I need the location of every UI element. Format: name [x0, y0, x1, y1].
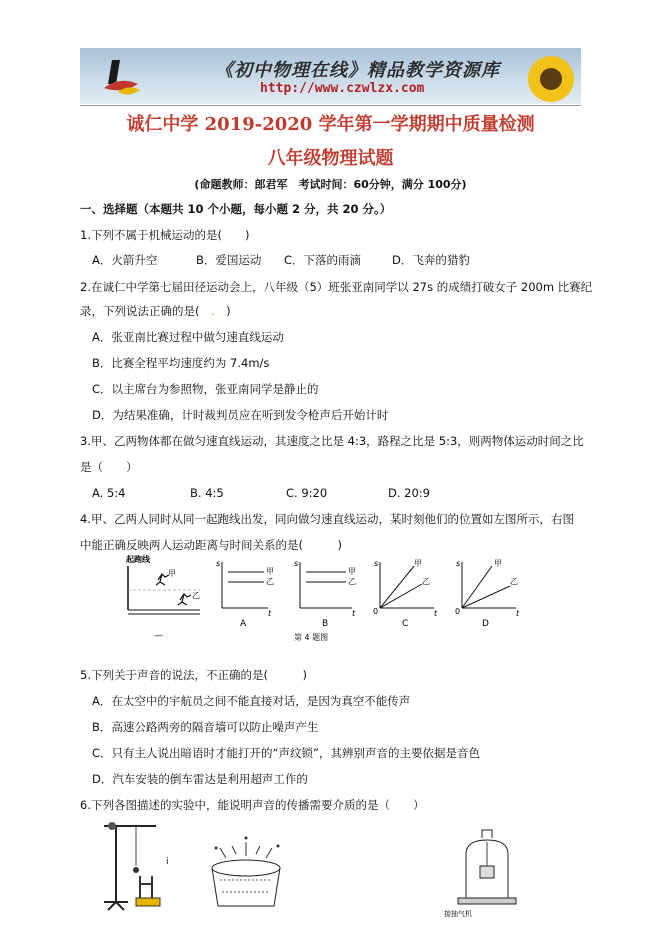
runner-yi-label: 乙 [192, 591, 200, 600]
q5-option-b: B．高速公路两旁的隔音墙可以防止噪声产生 [92, 720, 319, 734]
q3-option-b: B. 4:5 [190, 486, 224, 500]
q1-stem: 1.下列不属于机械运动的是( ) [80, 228, 250, 242]
graph-b-label: B [322, 619, 329, 629]
svg-text:甲: 甲 [266, 567, 274, 576]
q2-option-a: A．张亚南比赛过程中做匀速直线运动 [92, 330, 284, 344]
q1-option-b: B．爱国运动 [196, 253, 262, 267]
svg-text:乙: 乙 [266, 577, 274, 586]
graph-d-label: D [482, 619, 489, 629]
q3-option-a: A. 5:4 [92, 486, 126, 500]
section-heading: 一、选择题（本题共 10 个小题，每小题 2 分，共 20 分。） [80, 202, 392, 216]
svg-text:甲: 甲 [348, 567, 356, 576]
graph-c [373, 559, 438, 629]
q5-option-c: C．只有主人说出暗语时才能打开的“声纹锁”，其辨别声音的主要依据是音色 [92, 746, 480, 760]
svg-text:甲: 甲 [494, 559, 502, 568]
start-line-label: 起跑线 [126, 555, 150, 564]
q5-option-d: D．汽车安装的倒车雷达是利用超声工作的 [92, 772, 308, 786]
svg-text:0: 0 [455, 607, 461, 616]
q1-option-a: A．火箭升空 [92, 253, 158, 267]
runner-jia-label: 甲 [168, 569, 176, 578]
figure-caption: 第 4 题图 [294, 633, 329, 642]
graph-a [216, 559, 274, 629]
q2-option-c: C．以主席台为参照物，张亚南同学是静止的 [92, 382, 319, 396]
svg-text:乙: 乙 [348, 577, 356, 586]
svg-text:t: t [516, 609, 520, 618]
banner-title: 《初中物理在线》精品教学资源库 [215, 60, 500, 81]
q3-stem-line2: 是（ ） [80, 460, 138, 474]
graph-c-label: C [402, 619, 409, 629]
svg-text:乙: 乙 [422, 577, 430, 586]
school-title: 诚仁中学 2019-2020 学年第一学期期中质量检测 [126, 114, 535, 135]
track-diagram [126, 554, 200, 641]
drum-figure [212, 837, 280, 907]
q2-option-b: B．比赛全程平均速度约为 7.4m/s [92, 356, 270, 370]
graph-a-label: A [240, 619, 247, 629]
sunflower-icon [520, 50, 580, 104]
q3-option-d: D. 20:9 [388, 486, 430, 500]
runner-yi-icon [178, 594, 191, 605]
svg-text:s: s [294, 559, 299, 568]
subject-title: 八年级物理试题 [267, 148, 394, 169]
svg-text:s: s [456, 559, 461, 568]
svg-text:t: t [434, 609, 438, 618]
banner-url: http://www.czwlzx.com [260, 81, 425, 96]
graph-d [455, 559, 520, 629]
exam-meta: (命题教师：郎君军 考试时间：60分钟，满分 100分) [194, 178, 467, 191]
q2-stem-line1: 2.在诚仁中学第七届田径运动会上，八年级（5）班张亚南同学以 27s 的成绩打破女子 200m 比赛纪 [80, 280, 593, 294]
pump-label: 接抽气机 [444, 910, 472, 918]
svg-text:t: t [268, 609, 272, 618]
q2-stem-line2: 录，下列说法正确的是( . ) [80, 304, 231, 318]
q4-stem-line2: 中能正确反映两人运动距离与时间关系的是( ) [80, 538, 342, 552]
svg-text:s: s [374, 559, 379, 568]
svg-text:s: s [216, 559, 221, 568]
track-dash: — [154, 631, 163, 641]
header-banner [80, 48, 581, 104]
svg-text:乙: 乙 [510, 577, 518, 586]
q5-option-a: A．在太空中的宇航员之间不能直接对话，是因为真空不能传声 [92, 694, 411, 708]
svg-text:t: t [352, 609, 356, 618]
logo-icon [98, 54, 142, 98]
banner-divider [80, 105, 581, 106]
q2-option-d: D．为结果准确，计时裁判员应在听到发令枪声后开始计时 [92, 408, 389, 422]
svg-text:0: 0 [373, 607, 379, 616]
tuning-fork-figure [104, 822, 169, 910]
q1-option-d: D．飞奔的猎豹 [392, 253, 470, 267]
q3-option-c: C. 9:20 [286, 486, 328, 500]
svg-text:甲: 甲 [414, 559, 422, 568]
graph-b [294, 559, 356, 629]
q6-figure-mark: i [166, 857, 169, 867]
answer-mark: . [211, 304, 215, 318]
q4-figure [118, 552, 538, 644]
q6-stem: 6.下列各图描述的实验中，能说明声音的传播需要介质的是（ ） [80, 798, 425, 812]
bell-jar-figure [444, 830, 516, 918]
q6-figures [96, 818, 526, 918]
q4-stem-line1: 4.甲、乙两人同时从同一起跑线出发，同向做匀速直线运动，某时刻他们的位置如左图所示，右图 [80, 512, 574, 526]
q1-option-c: C．下落的雨滴 [284, 253, 362, 267]
q3-stem-line1: 3.甲、乙两物体都在做匀速直线运动，其速度之比是 4:3，路程之比是 5:3，则两物体运动时间之比 [80, 434, 584, 448]
q5-stem: 5.下列关于声音的说法，不正确的是( ) [80, 668, 307, 682]
